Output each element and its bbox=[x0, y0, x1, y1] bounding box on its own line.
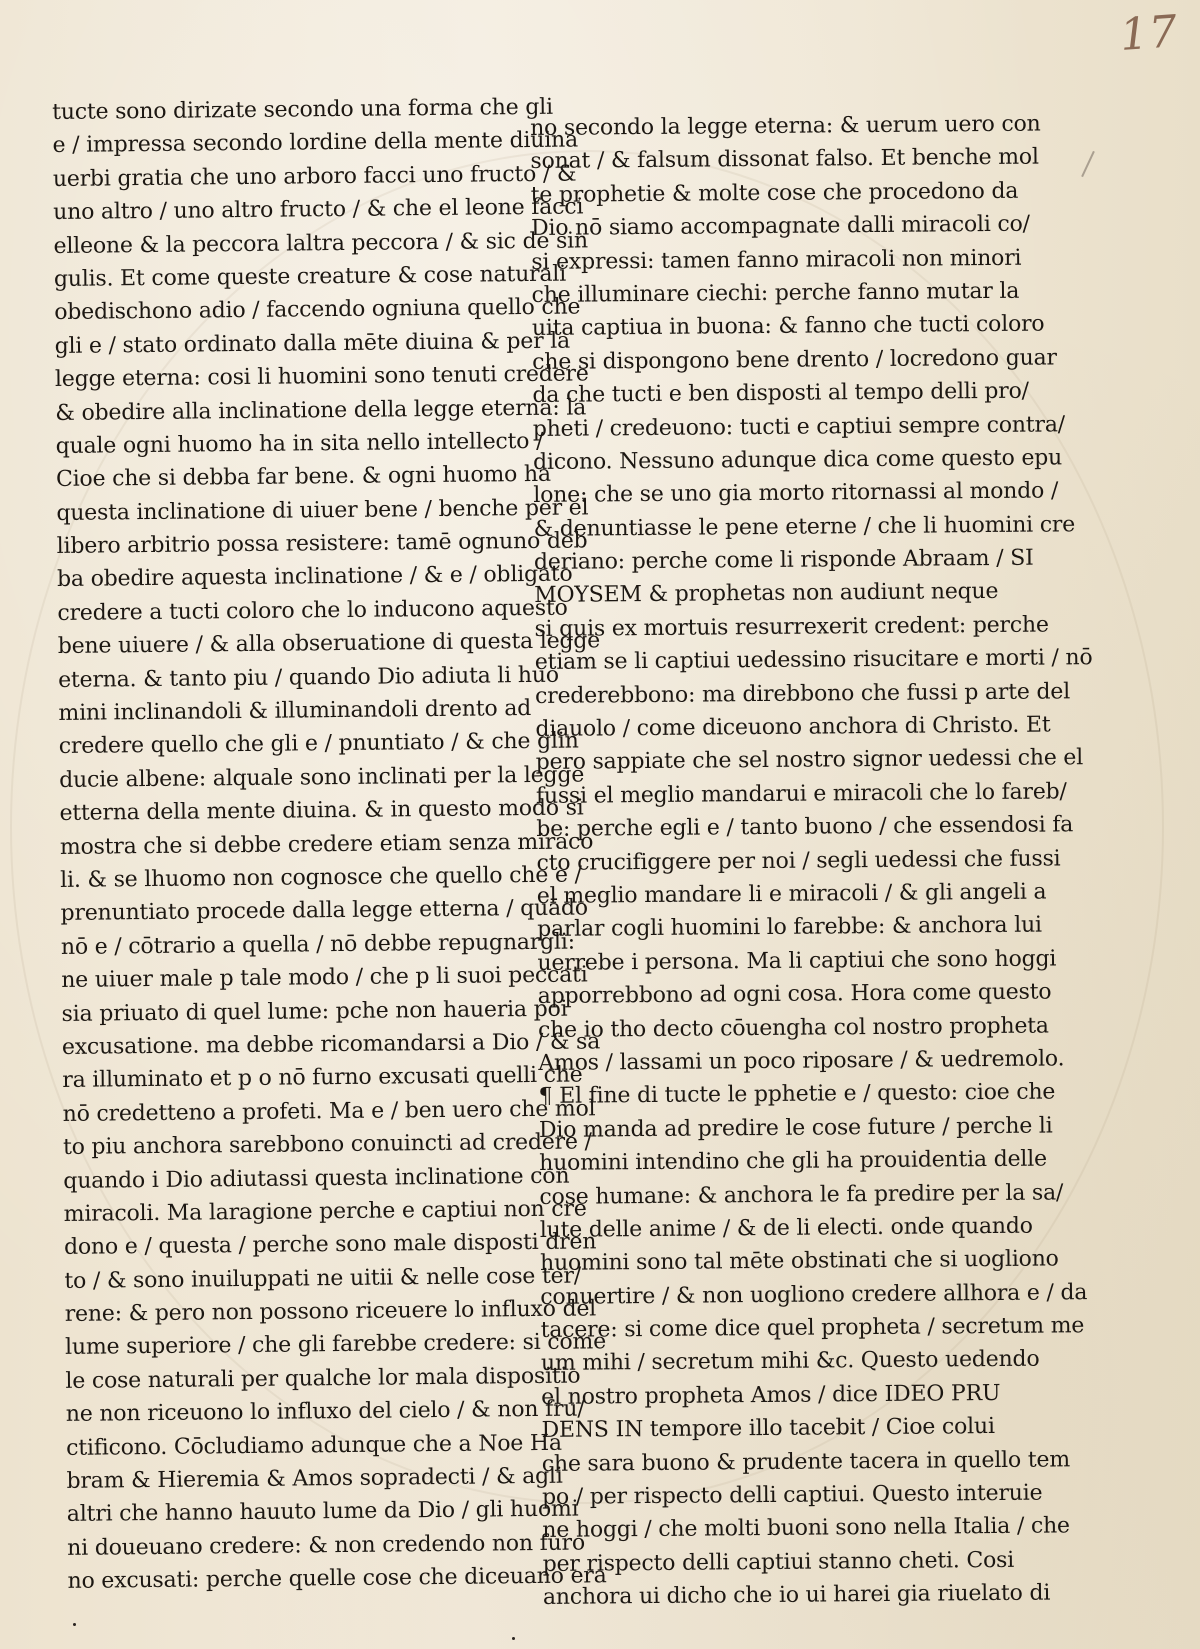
text-line: anchora ui dicho che io ui harei gia riuelato di bbox=[542, 1580, 1051, 1611]
text-line: eterna. & tanto piu / quando Dio adiuta li huo bbox=[57, 662, 559, 693]
text-line: Cioe che si debba far bene. & ogni huomo ha bbox=[55, 462, 551, 493]
text-line: uita captiua in buona: & fanno che tucti coloro bbox=[531, 311, 1045, 342]
text-line: um mihi / secretum mihi &c. Questo uedendo bbox=[540, 1347, 1040, 1377]
page-speck bbox=[73, 1623, 76, 1626]
text-line: huomini intendino che gli ha prouidentia delle bbox=[539, 1146, 1047, 1177]
text-line: to / & sono inuiluppati ne uitii & nelle cose ter/ bbox=[64, 1263, 582, 1294]
text-line: nō e / cōtrario a quella / nō debbe repugnargli: bbox=[60, 929, 575, 960]
text-line: prenuntiato procede dalla legge etterna / quādo bbox=[60, 895, 588, 927]
text-line: e / impressa secondo lordine della mente diuina bbox=[52, 127, 579, 159]
right-text-column bbox=[530, 108, 1093, 1615]
text-line: pheti / credeuono: tucti e captiui sempre contra/ bbox=[532, 411, 1066, 442]
text-line: el nostro propheta Amos / dice IDEO PRU bbox=[541, 1380, 1001, 1410]
text-line: dicono. Nessuno adunque dica come questo epu bbox=[532, 445, 1063, 475]
text-line: rene: & pero non possono riceuere lo influxo del bbox=[64, 1296, 597, 1327]
text-line: che io tho decto cōuengha col nostro propheta bbox=[537, 1013, 1049, 1043]
text-line: mostra che si debbe credere etiam senza miraco bbox=[59, 828, 594, 860]
text-line: el meglio mandare li e miracoli / & gli angeli a bbox=[536, 879, 1047, 909]
text-line: le cose naturali per qualche lor mala dispositio bbox=[65, 1363, 581, 1394]
text-line: MOYSEM & prophetas non audiunt neque bbox=[534, 579, 999, 609]
text-line: etterna della mente diuina. & in questo modo si bbox=[59, 795, 584, 827]
text-line: te prophetie & molte cose che procedono da bbox=[530, 178, 1019, 208]
text-line: nō credetteno a profeti. Ma e / ben uero che mol bbox=[62, 1096, 596, 1127]
text-line: no secondo la legge eterna: & uerum uero con bbox=[530, 111, 1041, 141]
text-line: excusatione. ma debbe ricomandarsi a Dio / & sa bbox=[61, 1029, 601, 1060]
text-line: che sara buono & prudente tacera in quello tem bbox=[541, 1446, 1071, 1477]
text-line: ni doueuano credere: & non credendo non furo bbox=[67, 1530, 586, 1561]
text-line: cose humane: & anchora le fa predire per la sa/ bbox=[539, 1179, 1064, 1210]
text-line: per rispecto delli captiui stanno cheti. Cosi bbox=[542, 1547, 1015, 1577]
text-line: & obedire alla inclinatione della legge eterna: la bbox=[55, 394, 587, 426]
text-line: no excusati: perche quelle cose che diceuano era bbox=[67, 1563, 607, 1595]
text-line: bram & Hieremia & Amos sopradecti / & agli bbox=[66, 1463, 563, 1494]
text-line: gli e / stato ordinato dalla mēte diuina & per la bbox=[54, 328, 571, 359]
text-line: to piu anchora sarebbono conuincti ad credere / bbox=[62, 1129, 592, 1161]
text-line: lone: che se uno gia morto ritornassi al mondo / bbox=[533, 478, 1059, 509]
text-line: fussi el meglio mandarui e miracoli che lo fareb/ bbox=[535, 779, 1067, 809]
text-line: Amos / lassami un poco riposare / & uedremolo. bbox=[538, 1046, 1065, 1076]
text-line: credere a tucti coloro che lo inducono aquesto bbox=[57, 595, 568, 626]
text-line: ducie albene: alquale sono inclinati per la legge bbox=[59, 762, 585, 793]
text-line: diauolo / come diceuono anchora di Christo. Et bbox=[535, 712, 1051, 743]
pencil-mark bbox=[1081, 151, 1095, 177]
text-line: li. & se lhuomo non cognosce che quello che e / bbox=[60, 862, 582, 893]
text-line: elleone & la peccora laltra peccora / & sic de sin bbox=[53, 227, 589, 259]
text-line: obedischono adio / faccendo ogniuna quello che bbox=[54, 294, 581, 326]
text-line: be: perche egli e / tanto buono / che essendosi fa bbox=[536, 812, 1074, 843]
text-line: & denuntiasse le pene eterne / che li huomini cre bbox=[533, 511, 1076, 542]
text-line: legge eterna: cosi li huomini sono tenuti credere bbox=[54, 361, 589, 393]
text-line: tacere: si come dice quel propheta / secretum me bbox=[540, 1313, 1085, 1344]
text-line: uno altro / uno altro fructo / & che el leone facci bbox=[53, 194, 584, 226]
text-line: si quis ex mortuis resurrexerit credent: perche bbox=[534, 612, 1049, 642]
text-line: crederebbono: ma direbbono che fussi p arte del bbox=[534, 678, 1071, 709]
text-line: ra illuminato et p o nō furno excusati quelli che bbox=[62, 1062, 583, 1094]
folio-number: 17 bbox=[1118, 6, 1180, 61]
text-line: uerrebe i persona. Ma li captiui che sono hoggi bbox=[537, 946, 1057, 976]
left-text-column bbox=[52, 91, 607, 1598]
text-line: sonat / & falsum dissonat falso. Et benche mol bbox=[530, 144, 1039, 175]
text-line: mini inclinandoli & illuminandoli drento ad bbox=[58, 696, 532, 726]
text-line: etiam se li captiui uedessino risucitare e morti / nō bbox=[534, 645, 1093, 676]
text-line: quale ogni huomo ha in sita nello intellecto / bbox=[55, 428, 544, 459]
text-line: lute delle anime / & de li electi. onde quando bbox=[539, 1213, 1033, 1243]
text-line: quando i Dio adiutassi questa inclinatione con bbox=[63, 1163, 570, 1194]
page-speck bbox=[512, 1637, 515, 1640]
text-line: dono e / questa / perche sono male disposti dren bbox=[63, 1229, 597, 1261]
text-line: bene uiuere / & alla obseruatione di questa legge bbox=[57, 628, 601, 660]
text-line: questa inclinatione di uiuer bene / benche per el bbox=[56, 495, 589, 526]
text-line: miracoli. Ma laragione perche e captiui non cre bbox=[63, 1196, 587, 1227]
text-line: ne uiuer male p tale modo / che p li suoi peccati bbox=[61, 962, 588, 994]
text-line: pero sappiate che sel nostro signor uedessi che el bbox=[535, 745, 1084, 776]
text-line: Dio nō siamo accompagnate dalli miracoli co/ bbox=[530, 211, 1030, 242]
text-line: uerbi gratia che uno arboro facci uno fructo / & bbox=[52, 161, 577, 192]
text-line: che si dispongono bene drento / locredono guar bbox=[532, 345, 1057, 375]
text-line: DENS IN tempore illo tacebit / Cioe colui bbox=[541, 1414, 995, 1444]
text-line: da che tucti e ben disposti al tempo delli pro/ bbox=[532, 378, 1029, 409]
text-line: ¶ El fine di tucte le pphetie e / questo: cioe che bbox=[538, 1079, 1056, 1110]
text-line: conuertire / & non uogliono credere allhora e / da bbox=[540, 1279, 1088, 1310]
text-line: cto crucifiggere per noi / segli uedessi che fussi bbox=[536, 845, 1061, 876]
text-line: apporrebbono ad ogni cosa. Hora come questo bbox=[537, 979, 1052, 1010]
text-line: Dio manda ad predire le cose future / perche li bbox=[538, 1113, 1053, 1143]
text-line: po / per rispecto delli captiui. Questo interuie bbox=[541, 1480, 1043, 1510]
text-line: tucte sono dirizate secondo una forma che gli bbox=[52, 94, 553, 125]
text-line: si expressi: tamen fanno miracoli non minori bbox=[531, 245, 1022, 275]
text-line: lume superiore / che gli farebbe credere: si come bbox=[64, 1329, 607, 1361]
text-line: ne hoggi / che molti buoni sono nella Italia / che bbox=[542, 1513, 1070, 1544]
text-line: ne non riceuono lo influxo del cielo / & non fru/ bbox=[65, 1396, 585, 1428]
text-line: deriano: perche come li risponde Abraam / SI bbox=[533, 545, 1034, 576]
text-line: che illuminare ciechi: perche fanno mutar la bbox=[531, 278, 1020, 308]
text-line: ctificono. Cōcludiamo adunque che a Noe Ha bbox=[66, 1430, 562, 1461]
text-line: credere quello che gli e / pnuntiato / & che glin bbox=[58, 728, 579, 760]
text-line: sia priuato di quel lume: pche non haueria poi bbox=[61, 996, 568, 1027]
text-line: altri che hanno hauuto lume da Dio / gli huomi bbox=[66, 1496, 579, 1528]
text-line: ba obedire aquesta inclinatione / & e / obligato bbox=[56, 562, 573, 593]
text-line: huomini sono tal mēte obstinati che si uogliono bbox=[539, 1246, 1059, 1277]
text-line: libero arbitrio possa resistere: tamē ognuno deb bbox=[56, 528, 588, 560]
text-line: gulis. Et come queste creature & cose naturali bbox=[53, 261, 567, 292]
text-line: parlar cogli huomini lo farebbe: & anchora lui bbox=[537, 912, 1042, 943]
